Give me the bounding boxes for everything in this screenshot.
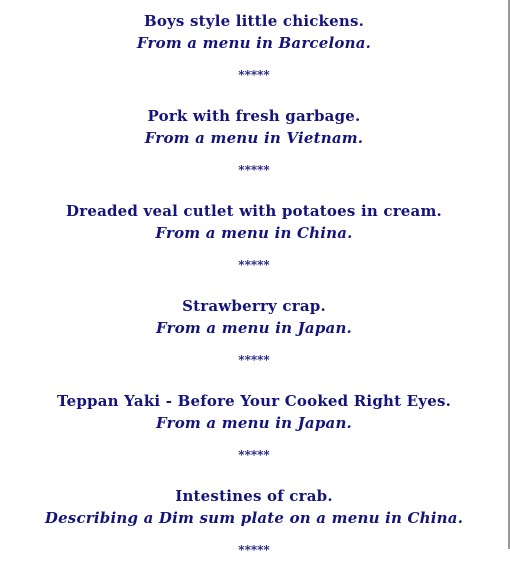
dish-source: From a menu in Japan.	[156, 414, 352, 432]
separator: *****	[238, 68, 270, 82]
dish-source: From a menu in Japan.	[156, 319, 352, 337]
dish-name: Teppan Yaki - Before Your Cooked Right Eyes.	[56, 392, 452, 410]
dish-name: Intestines of crab.	[175, 487, 333, 505]
list-item	[0, 475, 508, 570]
dish-name: Dreaded veal cutlet with potatoes in cream.	[66, 202, 442, 220]
separator: *****	[238, 353, 270, 367]
dish-source: From a menu in China.	[155, 224, 353, 242]
dish-source: Describing a Dim sum plate on a menu in China.	[44, 509, 464, 527]
separator: *****	[238, 543, 270, 557]
dish-source: From a menu in Vietnam.	[144, 129, 364, 147]
dish-name: Boys style little chickens.	[143, 12, 365, 30]
list-item	[0, 285, 508, 380]
dish-name: Strawberry crap.	[182, 297, 326, 315]
dish-source: From a menu in Barcelona.	[136, 34, 372, 52]
dish-name: Pork with fresh garbage.	[147, 107, 361, 125]
separator: *****	[238, 163, 270, 177]
list-item	[0, 95, 508, 190]
list-item	[0, 0, 508, 95]
separator: *****	[238, 258, 270, 272]
list-item	[0, 380, 508, 475]
separator: *****	[238, 448, 270, 462]
list-item	[0, 190, 508, 285]
